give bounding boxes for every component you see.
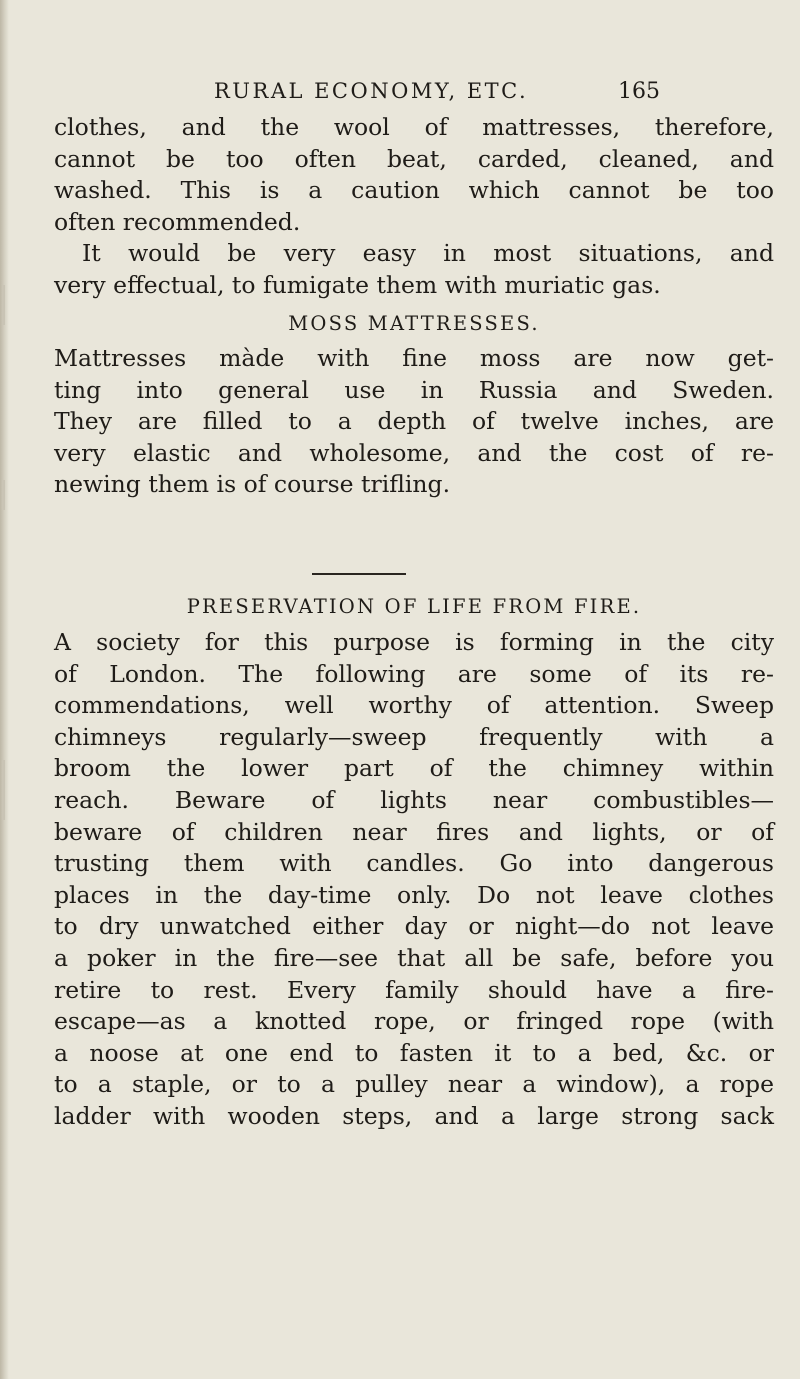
- text-line: commendations, well worthy of attention. Sweep: [54, 691, 774, 720]
- show-through-mark: [3, 285, 5, 325]
- text-line: reach. Beware of lights near combustibles—: [54, 785, 774, 814]
- text-line: beware of children near fires and lights, or of: [54, 817, 774, 846]
- paragraph-fumigation: [54, 238, 774, 301]
- text-line: Mattresses màde with fine moss are now get-: [54, 344, 774, 372]
- text-line: cannot be too often beat, carded, cleaned, and: [54, 144, 774, 173]
- text-line: a poker in the fire—see that all be safe, before you: [54, 943, 774, 972]
- text-line: to a staple, or to a pulley near a window), a rope: [54, 1070, 774, 1099]
- paragraph-moss-mattresses: [54, 343, 774, 501]
- text-line: very effectual, to fumigate them with muriatic gas.: [54, 270, 661, 299]
- section-heading-moss-mattresses: MOSS MATTRESSES.: [288, 312, 540, 335]
- text-line: to dry unwatched either day or night—do not leave: [54, 912, 774, 941]
- text-line: of London. The following are some of its re-: [54, 659, 774, 688]
- text-line: They are filled to a depth of twelve inches, are: [54, 407, 774, 436]
- paragraph-mattress-wool: [54, 112, 774, 238]
- text-line: clothes, and the wool of mattresses, therefore,: [54, 113, 774, 141]
- text-line: escape—as a knotted rope, or fringed rope (with: [54, 1007, 774, 1036]
- section-heading-fire: PRESERVATION OF LIFE FROM FIRE.: [186, 595, 642, 618]
- text-line: often recommended.: [54, 207, 301, 236]
- text-line: retire to rest. Every family should have a fire-: [54, 975, 774, 1004]
- running-title: RURAL ECONOMY, ETC.: [214, 79, 529, 103]
- show-through-mark: [3, 480, 5, 510]
- text-line: broom the lower part of the chimney within: [54, 754, 774, 783]
- running-head: [54, 79, 774, 109]
- page-number: 165: [618, 79, 660, 104]
- section-divider-rule: [312, 573, 406, 575]
- paragraph-fire-society: [54, 627, 774, 1133]
- text-line: It would be very easy in most situations, and: [82, 239, 774, 268]
- show-through-mark: [3, 760, 5, 820]
- text-line: washed. This is a caution which cannot be too: [54, 176, 774, 205]
- page-gutter-shadow: [0, 0, 9, 1379]
- text-line: ladder with wooden steps, and a large strong sack: [54, 1101, 774, 1130]
- text-line: ting into general use in Russia and Sweden.: [54, 375, 774, 404]
- text-line: chimneys regularly—sweep frequently with a: [54, 722, 774, 751]
- text-line: trusting them with candles. Go into dangerous: [54, 849, 774, 878]
- text-line: places in the day-time only. Do not leave clothes: [54, 880, 774, 909]
- text-line: very elastic and wholesome, and the cost of re-: [54, 438, 774, 467]
- text-line: a noose at one end to fasten it to a bed, &c. or: [54, 1038, 774, 1067]
- text-line: newing them is of course trifling.: [54, 470, 451, 499]
- text-line: A society for this purpose is forming in the city: [54, 628, 774, 656]
